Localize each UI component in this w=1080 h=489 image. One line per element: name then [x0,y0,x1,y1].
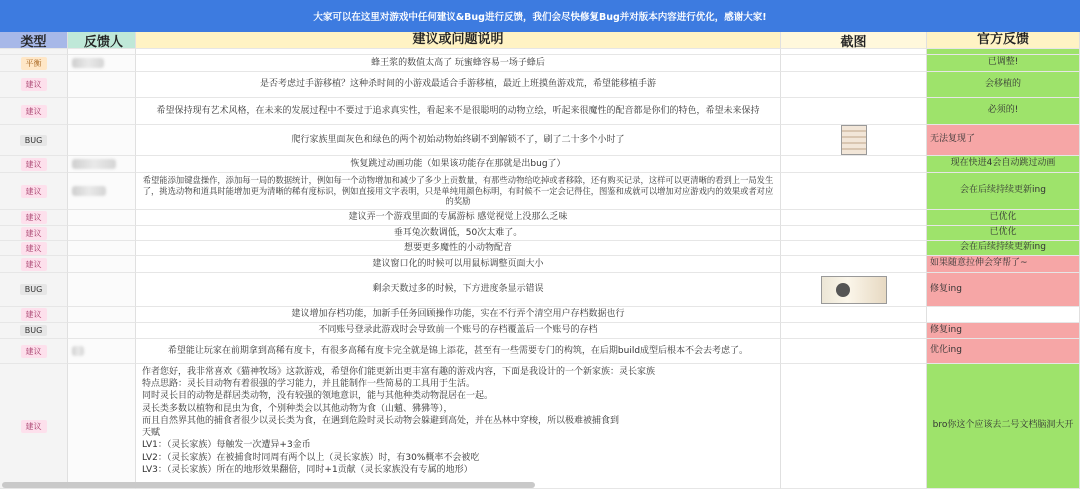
type-tag: 建议 [21,185,47,198]
screenshot-cell [781,226,927,241]
screenshot-cell [781,323,927,339]
suggestion-line: 灵长类多数以植物和昆虫为食，个别种类会以其他动物为食（山魈、狒狒等）， [142,403,453,414]
col-header-reply[interactable]: 官方反馈 [927,32,1080,49]
header-row [0,32,1080,49]
type-tag: 建议 [21,105,47,118]
reporter-cell [68,241,136,256]
suggestion-text: 爬行家族里面灰色和绿色的两个初始动物始终刷不到解锁不了，刷了二十多个小时了 [136,125,781,156]
reporter-cell [68,72,136,98]
reporter-cell [68,226,136,241]
suggestion-line: LV3：（灵长家族）所在的地形效果翻倍，同时+1贡献（灵长家族没有专属的地形） [142,464,473,475]
reporter-cell [68,210,136,226]
official-reply: 无法复现了 [927,125,1080,156]
col-header-user[interactable]: 反馈人 [68,32,136,49]
official-reply: 已优化 [927,210,1080,226]
suggestion-text: 建议弄一个游戏里面的专属游标 感觉视觉上没那么乏味 [136,210,781,226]
suggestion-text: 建议窗口化的时候可以用鼠标调整页面大小 [136,256,781,273]
suggestion-line: 同时灵长目的动物是群居类动物，没有较强的领地意识，能与其他种类动物混居在一起。 [142,391,494,402]
suggestion-text: 蜂王浆的数值太高了 玩蜜蜂容易一场子蜂后 [136,55,781,72]
screenshot-cell [781,307,927,323]
reporter-cell [68,173,136,210]
table-row[interactable] [0,339,1080,364]
type-tag: 建议 [21,78,47,91]
reporter-cell [68,339,136,364]
table-row[interactable] [0,307,1080,323]
type-tag: 平衡 [21,57,47,70]
suggestion-text: 建议增加存档功能，加新手任务回顾操作功能，实在不行弄个清空用户存档数据也行 [136,307,781,323]
suggestion-text: 是否考虑过手游移植？这种杀时间的小游戏最适合手游移植，最近上班摸鱼游戏荒，希望能移植手游 [136,72,781,98]
official-reply: 会在后续持续更新ing [927,241,1080,256]
reporter-cell [68,256,136,273]
table-row[interactable] [0,173,1080,210]
screenshot-cell [781,210,927,226]
table-row[interactable] [0,256,1080,273]
type-tag: 建议 [21,227,47,240]
screenshot-cell [781,98,927,125]
table-row[interactable] [0,98,1080,125]
official-reply [927,307,1080,323]
table-row[interactable] [0,273,1080,307]
reporter-cell [68,364,136,489]
screenshot-thumbnail[interactable] [821,276,887,304]
suggestion-line: LV1：（灵长家族）每触发一次遭异+3金币 [142,440,311,451]
suggestion-text: 想要更多魔性的小动物配音 [136,241,781,256]
type-tag: 建议 [21,211,47,224]
suggestion-text: 垂耳兔次数调低，50次太难了。 [136,226,781,241]
screenshot-cell [781,241,927,256]
suggestion-text: 希望保持现有艺术风格，在未来的发展过程中不要过于追求真实性，看起来不是很聪明的动物立绘，听起来很魔性的配音都是你们的特色，希望未来保持 [136,98,781,125]
screenshot-cell [781,156,927,173]
table-row[interactable] [0,125,1080,156]
suggestion-text: 不同账号登录此游戏时会导致前一个账号的存档覆盖后一个账号的存档 [136,323,781,339]
screenshot-cell [781,339,927,364]
official-reply: 会移植的 [927,72,1080,98]
suggestion-text: 恢复跳过动画功能（如果该功能存在那就是出bug了） [136,156,781,173]
official-reply: 优化ing [927,339,1080,364]
reporter-cell [68,98,136,125]
official-reply: 会在后续持续更新ing [927,173,1080,210]
screenshot-cell [781,55,927,72]
table-row[interactable] [0,226,1080,241]
screenshot-cell [781,364,927,489]
feedback-sheet [0,32,1080,489]
suggestion-line: 天赋 [142,428,161,439]
type-tag: BUG [20,135,48,146]
suggestion-text [136,364,781,489]
table-row[interactable] [0,156,1080,173]
official-reply: 如果随意拉伸会穿帮了~ [927,256,1080,273]
col-header-type[interactable]: 类型 [0,32,68,49]
table-row[interactable] [0,241,1080,256]
official-reply: 修复ing [927,273,1080,307]
type-tag: 建议 [21,420,47,433]
suggestion-line: 特点思路：灵长目动物有着很强的学习能力，并且能制作一些简易的工具用于生活。 [142,379,476,390]
suggestion-text: 希望能让玩家在前期拿到高稀有度卡，有很多高稀有度卡完全就是锦上添花，甚至有一些需要专门的构筑，在后期build成型后根本不会去考虑了。 [136,339,781,364]
type-tag: BUG [20,284,48,295]
reporter-cell [68,273,136,307]
screenshot-cell [781,173,927,210]
official-reply: 修复ing [927,323,1080,339]
horizontal-scrollbar[interactable] [2,482,535,488]
suggestion-text: 希望能添加键盘操作，添加每一局的数据统计，例如每一个动物增加和减少了多少上贡数量，有那些动物给吃掉或者移除，还有购买记录，这样可以更清晰的看到上一局发生了，挑选动物和道具时能增加更为清晰的稀有度标识，例如直接用文字表明，只是单纯用颜色标明，有时候不一定会记得住，图鉴和成就可以增加对应游戏内的效果或者对应的奖励 [136,173,781,210]
col-header-suggestion[interactable]: 建议或问题说明 [136,32,781,49]
reporter-cell [68,307,136,323]
screenshot-cell [781,125,927,156]
screenshot-cell [781,256,927,273]
official-reply: bro你这个应该去二号文档脑洞大开 [927,364,1080,489]
official-reply: 现在快进4会自动跳过动画 [927,156,1080,173]
table-row[interactable] [0,364,1080,489]
screenshot-thumbnail[interactable] [841,125,867,155]
table-row[interactable] [0,72,1080,98]
type-tag: 建议 [21,158,47,171]
reporter-cell [68,125,136,156]
type-tag: 建议 [21,242,47,255]
col-header-screenshot[interactable]: 截图 [781,32,927,49]
suggestion-line: LV2：（灵长家族）在被捕食时同周有两个以上（灵长家族）时，有30%概率不会被吃 [142,452,480,463]
type-tag: BUG [20,325,48,336]
reporter-cell [68,55,136,72]
announcement-banner: 大家可以在这里对游戏中任何建议&Bug进行反馈，我们会尽快修复Bug并对版本内容进行优化，感谢大家! [0,0,1080,32]
screenshot-cell [781,273,927,307]
type-tag: 建议 [21,308,47,321]
suggestion-line: 而且自然界其他的捕食者很少以灵长类为食，在遇到危险时灵长动物会躲避到高处，并在丛林中穿梭，所以极难被捕食到 [142,415,620,426]
type-tag: 建议 [21,258,47,271]
table-row[interactable] [0,55,1080,72]
official-reply: 已优化 [927,226,1080,241]
type-tag: 建议 [21,345,47,358]
suggestion-text: 剩余天数过多的时候，下方进度条显示错误 [136,273,781,307]
table-row[interactable] [0,323,1080,339]
official-reply: 必须的! [927,98,1080,125]
reporter-cell [68,156,136,173]
table-row[interactable] [0,210,1080,226]
official-reply: 已调整! [927,55,1080,72]
screenshot-cell [781,72,927,98]
suggestion-line: 作者您好，我非常喜欢《猫神牧场》这款游戏，希望你们能更新出更丰富有趣的游戏内容，下面是我设计的一个新家族：灵长家族 [142,367,656,377]
reporter-cell [68,323,136,339]
